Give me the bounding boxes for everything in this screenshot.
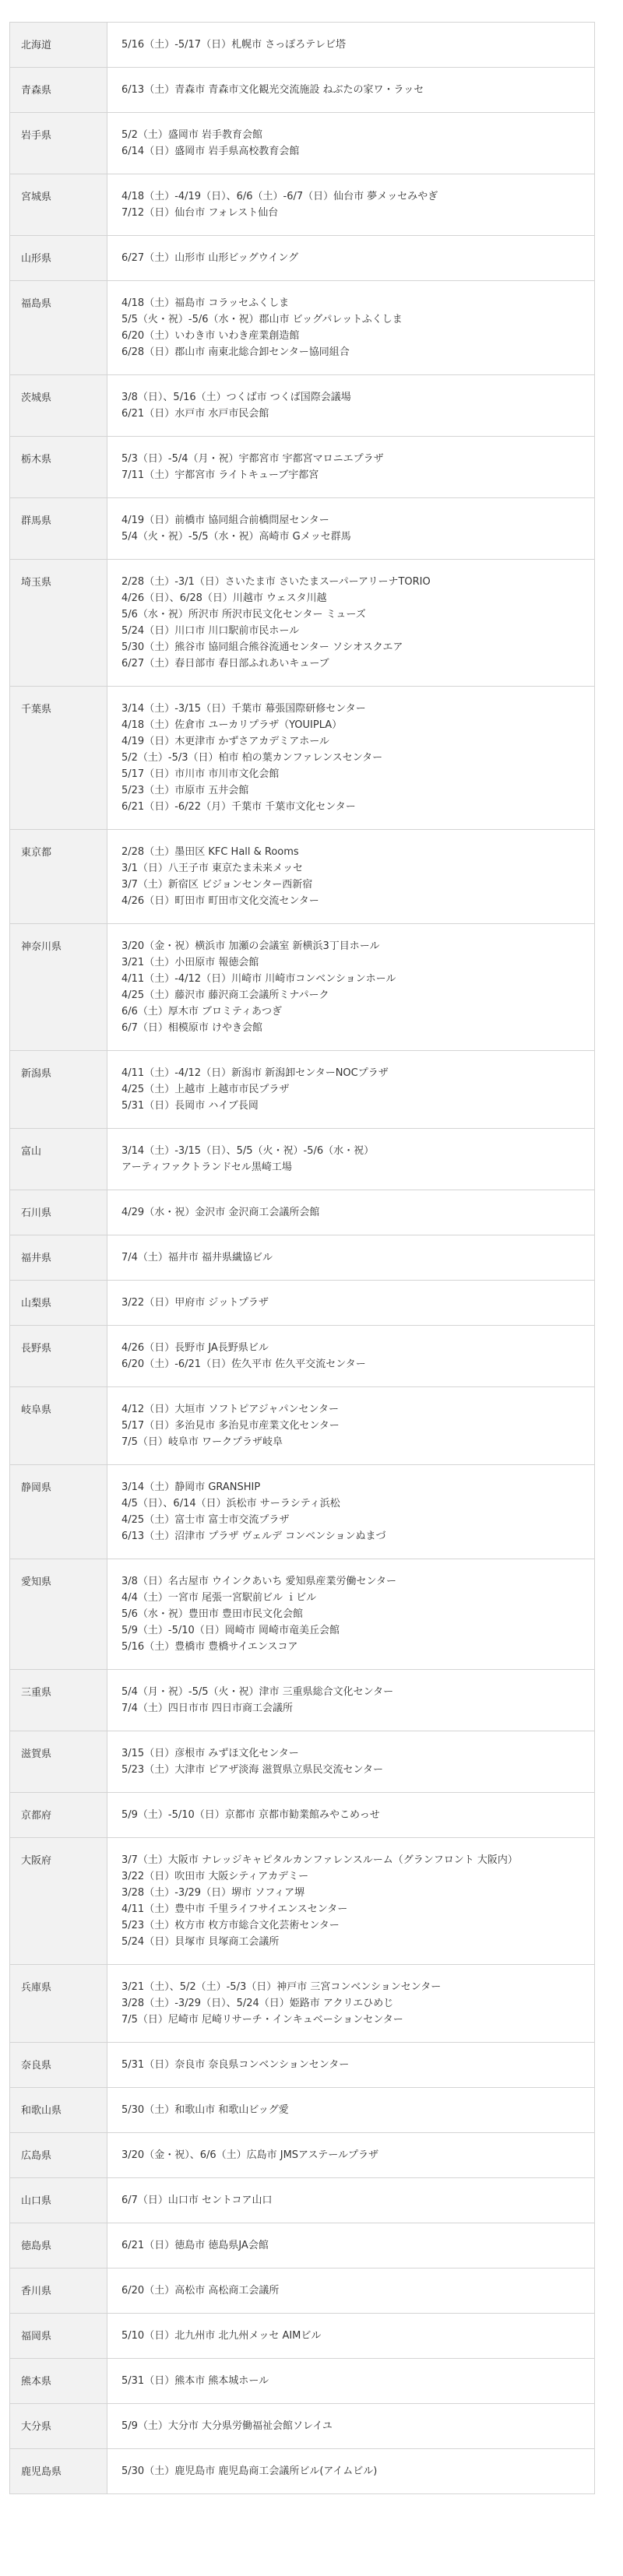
schedule-entry: 5/17（日）市川市 市川市文化会館 (121, 768, 280, 780)
schedule-entry: 5/23（土）市原市 五井会館 (121, 785, 249, 796)
table-row (10, 375, 595, 437)
schedule-entry: 6/20（土）-6/21（日）佐久平市 佐久平交流センター (121, 1358, 366, 1370)
table-row (10, 687, 595, 830)
prefecture-cell: 熊本県 (10, 2359, 107, 2404)
schedule-entry: 6/13（土）青森市 青森市文化観光交流施設 ねぶたの家ワ・ラッセ (121, 84, 424, 96)
prefecture-cell: 大分県 (10, 2404, 107, 2449)
schedule-entry: 3/14（土）-3/15（日）千葉市 幕張国際研修センター (121, 703, 366, 715)
schedule-cell (107, 375, 595, 437)
schedule-entry: 4/26（日）長野市 JA長野県ビル (121, 1342, 269, 1354)
schedule-entry: 5/5（火・祝）-5/6（水・祝）郡山市 ビッグパレットふくしま (121, 314, 403, 325)
table-row (10, 2268, 595, 2314)
table-row (10, 1387, 595, 1465)
schedule-entry: 5/31（日）奈良市 奈良県コンベンションセンター (121, 2059, 350, 2071)
schedule-entry: 6/27（土）春日部市 春日部ふれあいキューブ (121, 658, 329, 669)
schedule-entry: 3/8（日）名古屋市 ウインクあいち 愛知県産業労働センター (121, 1576, 397, 1587)
prefecture-cell: 新潟県 (10, 1051, 107, 1129)
prefecture-cell: 埼玉県 (10, 560, 107, 687)
schedule-entry: 2/28（土）-3/1（日）さいたま市 さいたまスーパーアリーナTORIO (121, 576, 431, 588)
schedule-entry: 3/21（土）小田原市 報徳会館 (121, 957, 259, 968)
schedule-cell (107, 174, 595, 236)
schedule-cell (107, 924, 595, 1051)
schedule-entry: 6/13（土）沼津市 プラザ ヴェルデ コンベンションぬまづ (121, 1530, 386, 1542)
table-row (10, 1731, 595, 1793)
schedule-cell (107, 113, 595, 174)
prefecture-cell: 愛知県 (10, 1559, 107, 1670)
schedule-entry: 6/7（日）相模原市 けやき会館 (121, 1022, 263, 1034)
schedule-entry: 5/23（土）枚方市 枚方市総合文化芸術センター (121, 1920, 340, 1931)
schedule-entry: 4/5（日）、6/14（日）浜松市 サーラシティ浜松 (121, 1498, 340, 1509)
schedule-entry: 3/14（土）-3/15（日）、5/5（火・祝）-5/6（水・祝） (121, 1145, 375, 1157)
schedule-cell (107, 2178, 595, 2223)
prefecture-cell: 広島県 (10, 2133, 107, 2178)
table-row (10, 1129, 595, 1190)
schedule-entry: 4/25（土）上越市 上越市市民プラザ (121, 1084, 290, 1095)
prefecture-cell: 茨城県 (10, 375, 107, 437)
schedule-entry: 6/20（土）高松市 高松商工会議所 (121, 2285, 280, 2297)
schedule-entry: 6/6（土）厚木市 ブロミティあつぎ (121, 1006, 283, 1017)
schedule-entry: 5/9（土）-5/10（日）京都市 京都市勧業館みやこめっせ (121, 1809, 380, 1821)
schedule-entry: 6/20（土）いわき市 いわき産業創造館 (121, 330, 300, 342)
schedule-cell (107, 687, 595, 830)
prefecture-cell: 静岡県 (10, 1465, 107, 1559)
schedule-entry: 5/30（土）熊谷市 協同組合熊谷流通センター ソシオスクエア (121, 641, 403, 653)
schedule-entry: 3/28（土）-3/29（日）堺市 ソフィア堺 (121, 1887, 305, 1899)
schedule-entry: 6/7（日）山口市 セントコア山口 (121, 2195, 273, 2206)
schedule-cell (107, 1281, 595, 1326)
schedule-cell (107, 1965, 595, 2043)
schedule-entry: 6/21（日）-6/22（月）千葉市 千葉市文化センター (121, 801, 356, 813)
schedule-cell (107, 1670, 595, 1731)
schedule-entry: 5/2（土）-5/3（日）柏市 柏の葉カンファレンスセンター (121, 752, 383, 764)
schedule-entry: 3/8（日）、5/16（土）つくば市 つくば国際会議場 (121, 392, 351, 403)
prefecture-cell: 青森県 (10, 68, 107, 113)
prefecture-cell: 福井県 (10, 1235, 107, 1281)
table-row (10, 1838, 595, 1965)
table-row (10, 236, 595, 281)
schedule-entry: 7/12（日）仙台市 フォレスト仙台 (121, 207, 279, 219)
prefecture-cell: 千葉県 (10, 687, 107, 830)
table-row (10, 68, 595, 113)
schedule-entry: 5/3（日）-5/4（月・祝）宇都宮市 宇都宮マロニエプラザ (121, 453, 384, 465)
schedule-entry: 4/11（土）豊中市 千里ライフサイエンスセンター (121, 1903, 348, 1915)
schedule-entry: 5/4（火・祝）-5/5（水・祝）高崎市 Gメッセ群馬 (121, 531, 351, 543)
table-row (10, 1051, 595, 1129)
schedule-entry: 5/16（土）-5/17（日）札幌市 さっぽろテレビ塔 (121, 39, 346, 51)
schedule-cell (107, 830, 595, 924)
schedule-cell (107, 437, 595, 498)
table-row (10, 2178, 595, 2223)
schedule-cell (107, 281, 595, 375)
schedule-entry: 5/31（日）長岡市 ハイブ長岡 (121, 1100, 259, 1112)
prefecture-cell: 京都府 (10, 1793, 107, 1838)
prefecture-cell: 岩手県 (10, 113, 107, 174)
prefecture-cell: 兵庫県 (10, 1965, 107, 2043)
schedule-table-body (10, 23, 595, 2494)
table-row (10, 1965, 595, 2043)
schedule-entry: 6/27（土）山形市 山形ビッグウイング (121, 252, 299, 264)
table-row (10, 830, 595, 924)
schedule-entry: 5/24（日）川口市 川口駅前市民ホール (121, 625, 300, 637)
schedule-entry: 5/24（日）貝塚市 貝塚商工会議所 (121, 1936, 280, 1948)
prefecture-cell: 宮城県 (10, 174, 107, 236)
table-row (10, 2043, 595, 2088)
schedule-entry: 5/31（日）熊本市 熊本城ホール (121, 2375, 269, 2387)
schedule-entry: 3/7（土）大阪市 ナレッジキャピタルカンファレンスルーム（グランフロント 大阪内） (121, 1854, 518, 1866)
schedule-entry: 4/18（土）佐倉市 ユーカリプラザ（YOUIPLA） (121, 719, 343, 731)
table-row (10, 1190, 595, 1235)
prefecture-cell: 石川県 (10, 1190, 107, 1235)
prefecture-cell: 奈良県 (10, 2043, 107, 2088)
schedule-entry: 3/15（日）彦根市 みずほ文化センター (121, 1748, 299, 1759)
schedule-entry: 3/22（日）吹田市 大阪シティアカデミー (121, 1871, 309, 1882)
schedule-entry: 6/28（日）郡山市 南東北総合卸センター協同組合 (121, 346, 350, 358)
schedule-entry: 5/9（土）-5/10（日）岡崎市 岡崎市竜美丘会館 (121, 1625, 340, 1636)
schedule-entry: 5/6（水・祝）所沢市 所沢市民文化センター ミューズ (121, 609, 366, 620)
schedule-entry: 7/11（土）宇都宮市 ライトキューブ宇都宮 (121, 469, 319, 481)
table-row (10, 2449, 595, 2494)
schedule-entry: 5/2（土）盛岡市 岩手教育会館 (121, 129, 263, 141)
prefecture-cell: 山口県 (10, 2178, 107, 2223)
prefecture-cell: 徳島県 (10, 2223, 107, 2268)
schedule-entry: 6/14（日）盛岡市 岩手県高校教育会館 (121, 146, 300, 157)
schedule-cell (107, 1465, 595, 1559)
schedule-entry: 5/9（土）大分市 大分県労働福祉会館ソレイユ (121, 2420, 333, 2432)
schedule-entry: 7/5（日）岐阜市 ワークプラザ岐阜 (121, 1436, 283, 1448)
schedule-entry: 4/4（土）一宮市 尾張一宮駅前ビル ｉビル (121, 1592, 317, 1604)
schedule-entry: 3/20（金・祝）、6/6（土）広島市 JMSアステールプラザ (121, 2149, 379, 2161)
schedule-entry: 5/23（土）大津市 ピアザ淡海 滋賀県立県民交流センター (121, 1764, 383, 1776)
schedule-cell (107, 1793, 595, 1838)
schedule-cell (107, 2088, 595, 2133)
table-row (10, 2359, 595, 2404)
schedule-cell (107, 1129, 595, 1190)
schedule-entry: 3/22（日）甲府市 ジットプラザ (121, 1297, 269, 1309)
schedule-entry: 6/21（日）徳島市 徳島県JA会館 (121, 2240, 269, 2251)
prefecture-cell: 神奈川県 (10, 924, 107, 1051)
table-row (10, 1793, 595, 1838)
table-row (10, 1326, 595, 1387)
prefecture-cell: 北海道 (10, 23, 107, 68)
schedule-entry: 6/21（日）水戸市 水戸市民会館 (121, 408, 269, 420)
schedule-cell (107, 1051, 595, 1129)
table-row (10, 2088, 595, 2133)
schedule-entry: 5/30（土）和歌山市 和歌山ビッグ愛 (121, 2104, 289, 2116)
schedule-cell (107, 1326, 595, 1387)
schedule-entry: 4/29（水・祝）金沢市 金沢商工会議所会館 (121, 1207, 320, 1218)
table-row (10, 498, 595, 560)
schedule-cell (107, 2268, 595, 2314)
schedule-entry: 4/19（日）木更津市 かずさアカデミアホール (121, 736, 329, 747)
schedule-entry: 5/16（土）豊橋市 豊橋サイエンスコア (121, 1641, 298, 1653)
table-row (10, 1559, 595, 1670)
table-row (10, 1281, 595, 1326)
schedule-entry: 4/26（日）、6/28（日）川越市 ウェスタ川越 (121, 592, 327, 604)
prefecture-cell: 三重県 (10, 1670, 107, 1731)
table-row (10, 281, 595, 375)
schedule-entry: 3/7（土）新宿区 ビジョンセンター西新宿 (121, 879, 313, 891)
prefecture-cell: 福岡県 (10, 2314, 107, 2359)
schedule-entry: 5/30（土）鹿児島市 鹿児島商工会議所ビル(アイムビル) (121, 2465, 378, 2477)
schedule-entry: 5/17（日）多治見市 多治見市産業文化センター (121, 1420, 340, 1432)
schedule-entry: 7/4（土）福井市 福井県繊協ビル (121, 1252, 273, 1263)
schedule-entry: 5/10（日）北九州市 北九州メッセ AIMビル (121, 2330, 322, 2342)
prefecture-cell: 群馬県 (10, 498, 107, 560)
schedule-entry: 4/26（日）町田市 町田市文化交流センター (121, 895, 319, 907)
schedule-cell (107, 236, 595, 281)
schedule-entry: 4/11（土）-4/12（日）新潟市 新潟卸センターNOCプラザ (121, 1067, 389, 1079)
table-row (10, 560, 595, 687)
prefecture-cell: 山形県 (10, 236, 107, 281)
schedule-entry: 4/11（土）-4/12（日）川崎市 川崎市コンベンションホール (121, 973, 396, 985)
table-row (10, 23, 595, 68)
schedule-entry: 5/4（月・祝）-5/5（火・祝）津市 三重県総合文化センター (121, 1686, 394, 1698)
schedule-cell (107, 23, 595, 68)
table-row (10, 113, 595, 174)
schedule-cell (107, 1838, 595, 1965)
table-row (10, 2404, 595, 2449)
schedule-entry: 4/19（日）前橋市 協同組合前橋問屋センター (121, 515, 329, 526)
schedule-entry: アーティファクトランドセル黒崎工場 (121, 1161, 292, 1173)
schedule-entry: 5/6（水・祝）豊田市 豊田市民文化会館 (121, 1608, 304, 1620)
table-row (10, 2133, 595, 2178)
table-row (10, 1670, 595, 1731)
schedule-entry: 7/5（日）尼崎市 尼崎リサーチ・インキュベーションセンター (121, 2014, 403, 2026)
schedule-entry: 3/20（金・祝）横浜市 加瀬の会議室 新横浜3丁目ホール (121, 940, 380, 952)
schedule-cell (107, 1235, 595, 1281)
table-row (10, 2223, 595, 2268)
schedule-cell (107, 68, 595, 113)
table-row (10, 174, 595, 236)
schedule-cell (107, 2359, 595, 2404)
schedule-entry: 2/28（土）墨田区 KFC Hall & Rooms (121, 846, 299, 858)
schedule-entry: 3/21（土）、5/2（土）-5/3（日）神戸市 三宮コンベンションセンター (121, 1981, 442, 1993)
prefecture-cell: 滋賀県 (10, 1731, 107, 1793)
table-row (10, 1465, 595, 1559)
prefecture-cell: 香川県 (10, 2268, 107, 2314)
schedule-entry: 3/1（日）八王子市 東京たま未来メッセ (121, 863, 304, 874)
schedule-cell (107, 2133, 595, 2178)
schedule-cell (107, 498, 595, 560)
prefecture-cell: 和歌山県 (10, 2088, 107, 2133)
schedule-cell (107, 2314, 595, 2359)
prefecture-cell: 山梨県 (10, 1281, 107, 1326)
prefecture-cell: 岐阜県 (10, 1387, 107, 1465)
schedule-cell (107, 2043, 595, 2088)
prefecture-cell: 長野県 (10, 1326, 107, 1387)
schedule-cell (107, 560, 595, 687)
schedule-cell (107, 1190, 595, 1235)
table-row (10, 2314, 595, 2359)
prefecture-cell: 大阪府 (10, 1838, 107, 1965)
schedule-cell (107, 1731, 595, 1793)
schedule-entry: 3/14（土）静岡市 GRANSHIP (121, 1481, 261, 1493)
schedule-entry: 4/25（土）富士市 富士市交流プラザ (121, 1514, 290, 1526)
schedule-cell (107, 2404, 595, 2449)
table-row (10, 1235, 595, 1281)
schedule-cell (107, 1387, 595, 1465)
prefecture-cell: 栃木県 (10, 437, 107, 498)
schedule-entry: 4/25（土）藤沢市 藤沢商工会議所ミナパーク (121, 989, 329, 1001)
table-row (10, 924, 595, 1051)
schedule-entry: 3/28（土）-3/29（日）、5/24（日）姫路市 アクリエひめじ (121, 1998, 394, 2009)
prefecture-cell: 福島県 (10, 281, 107, 375)
schedule-entry: 7/4（土）四日市市 四日市商工会議所 (121, 1703, 294, 1714)
prefecture-cell: 富山 (10, 1129, 107, 1190)
schedule-cell (107, 1559, 595, 1670)
schedule-table (9, 22, 595, 2494)
schedule-cell (107, 2223, 595, 2268)
schedule-entry: 4/12（日）大垣市 ソフトピアジャパンセンター (121, 1404, 340, 1415)
prefecture-cell: 東京都 (10, 830, 107, 924)
schedule-cell (107, 2449, 595, 2494)
table-row (10, 437, 595, 498)
prefecture-cell: 鹿児島県 (10, 2449, 107, 2494)
schedule-entry: 4/18（土）-4/19（日）、6/6（土）-6/7（日）仙台市 夢メッセみやぎ (121, 191, 438, 202)
schedule-entry: 4/18（土）福島市 コラッセふくしま (121, 297, 290, 309)
